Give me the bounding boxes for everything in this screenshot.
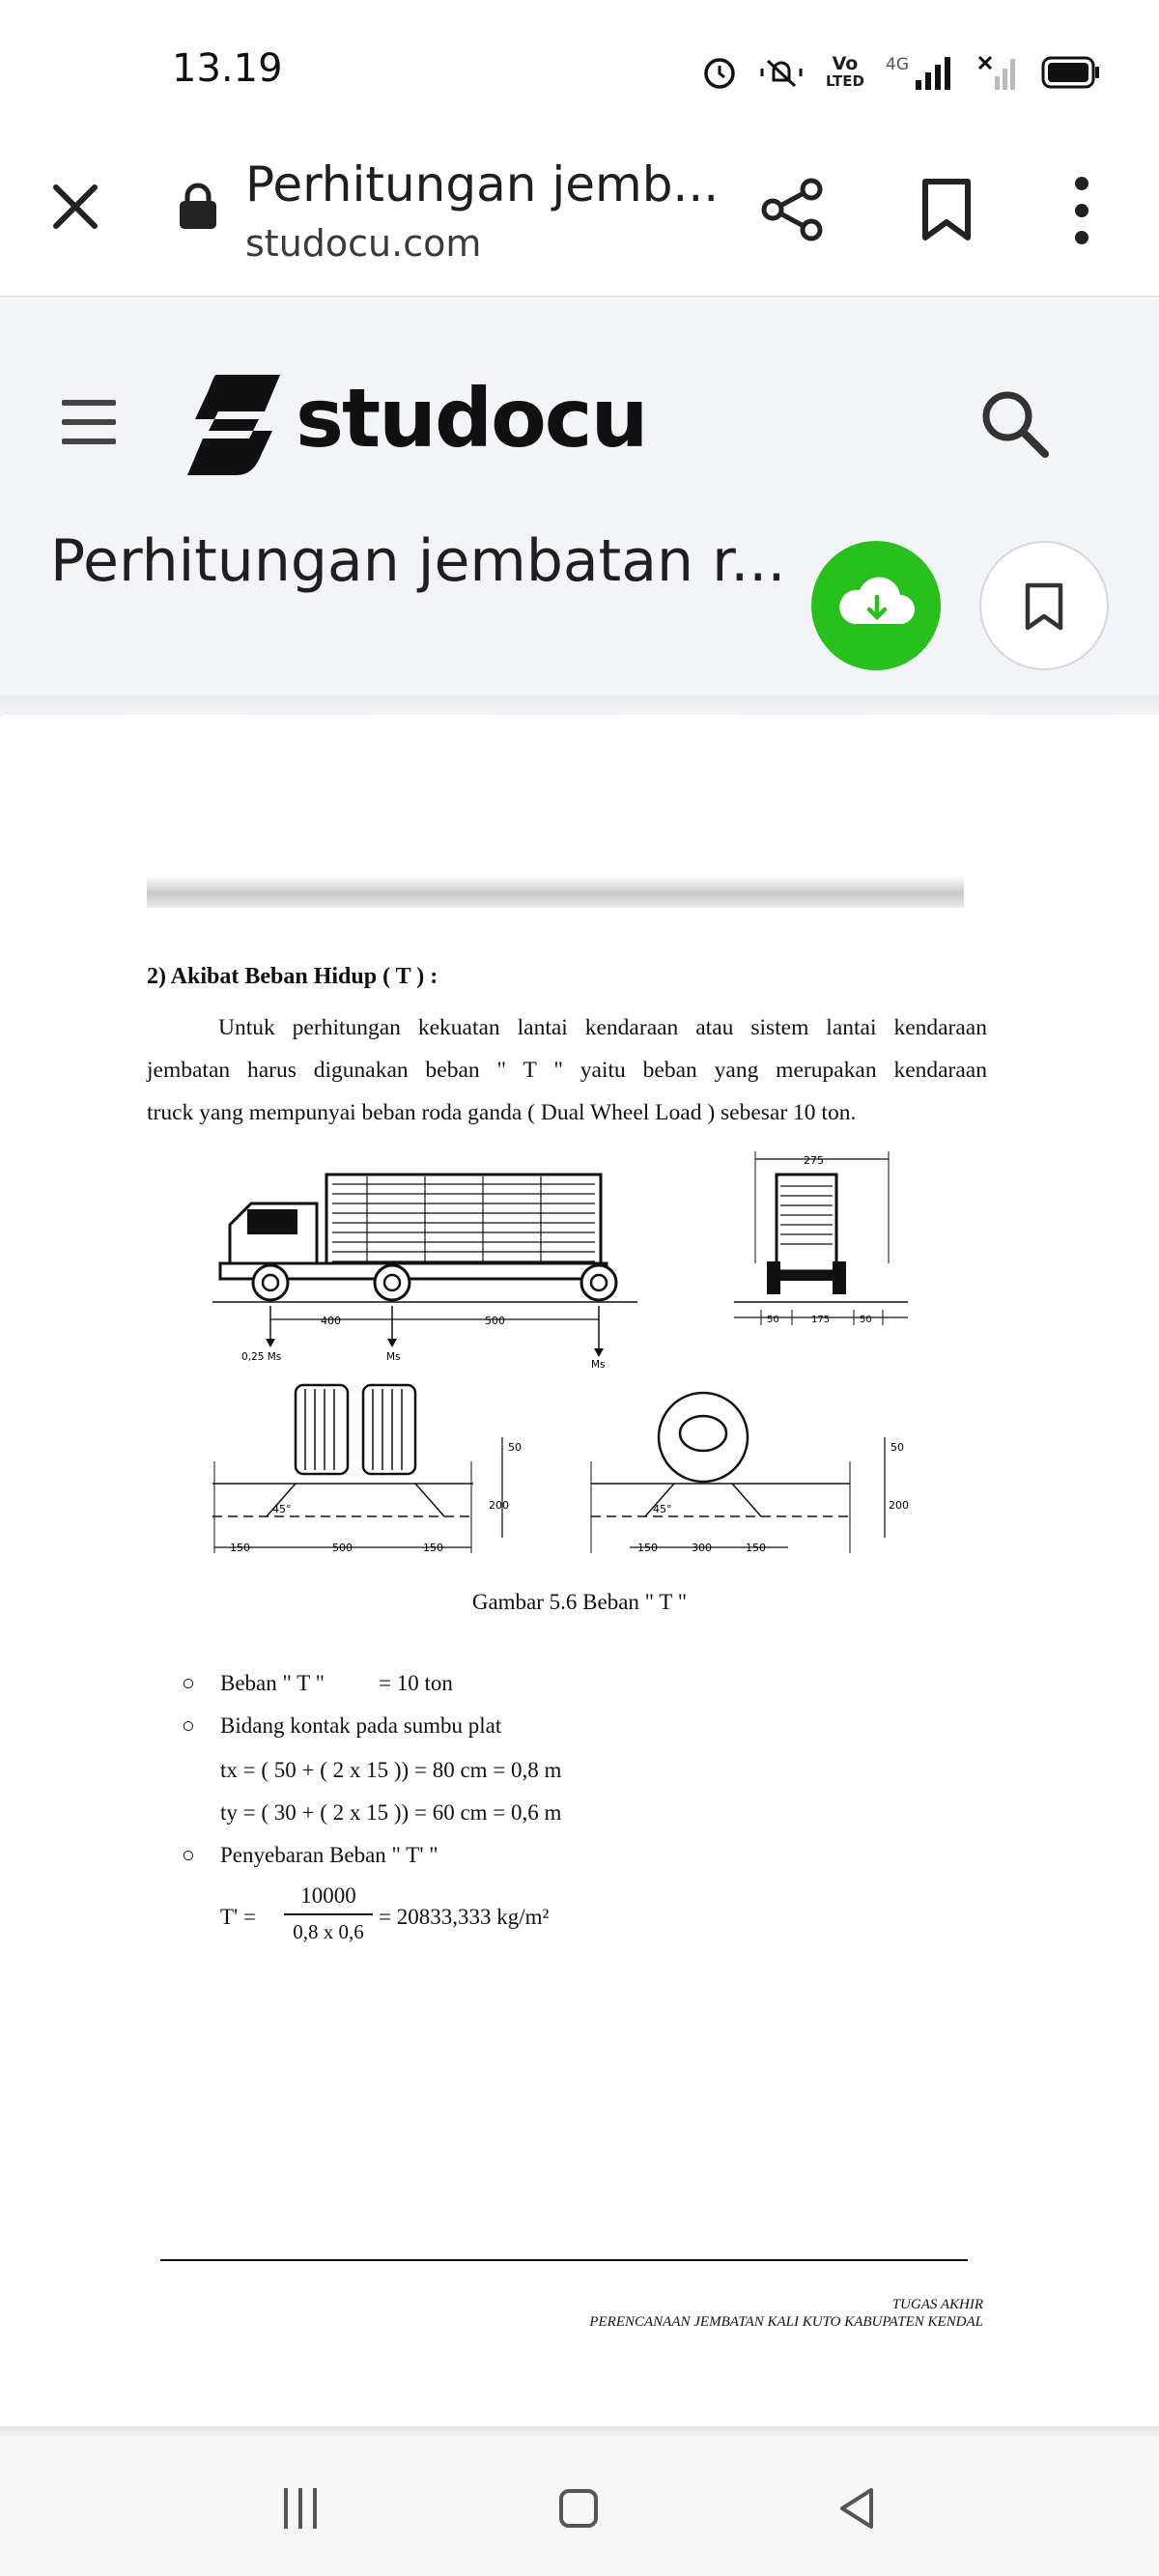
paragraph-line-1: Untuk perhitungan kekuatan lantai kendaraan atau sistem lantai kendaraan <box>218 1015 987 1040</box>
bullet-marker: ○ <box>182 1843 195 1867</box>
no-signal-icon <box>977 55 1020 90</box>
footer-rule <box>160 2259 968 2261</box>
signal-4g <box>886 55 956 90</box>
home-button[interactable] <box>545 2475 612 2542</box>
back-button[interactable] <box>823 2475 890 2542</box>
close-tab-button[interactable] <box>46 178 104 236</box>
thickness-label: 200 <box>489 1499 509 1512</box>
share-button[interactable] <box>759 176 827 243</box>
page-top-rule <box>147 875 964 908</box>
axle-load-label: Ms <box>591 1359 606 1371</box>
status-bar <box>0 0 1159 145</box>
paragraph-line-2: jembatan harus digunakan beban " T " yaitu beban yang merupakan kendaraan <box>147 1058 987 1083</box>
volte-sub-label: LTED <box>825 72 864 90</box>
studocu-logo-text[interactable]: studocu <box>296 371 647 466</box>
truck-rear-view <box>734 1151 908 1325</box>
formula-result: = 20833,333 kg/m² <box>379 1905 550 1929</box>
dim-label: 150 <box>423 1542 443 1554</box>
dim-label: 175 <box>811 1315 831 1325</box>
formula-denominator: 0,8 x 0,6 <box>293 1920 364 1943</box>
site-header <box>0 299 1159 695</box>
browser-toolbar <box>0 145 1159 297</box>
dim-label: 150 <box>230 1542 250 1554</box>
network-type-label: 4G <box>886 55 909 74</box>
axle-load-label: 0,25 Ms <box>241 1351 282 1363</box>
truck-load-figure <box>212 1147 947 1572</box>
dim-label: 500 <box>485 1315 505 1327</box>
bullet-label: Bidang kontak pada sumbu plat <box>220 1713 502 1738</box>
dual-wheel-detail <box>212 1385 522 1554</box>
ty-equation: ty = ( 30 + ( 2 x 15 )) = 60 cm = 0,6 m <box>220 1800 562 1825</box>
bullet-item-bidang <box>182 1713 501 1739</box>
section-heading: 2) Akibat Beban Hidup ( T ) : <box>147 964 438 989</box>
bullet-item-beban <box>182 1671 453 1696</box>
studocu-logo-icon[interactable] <box>180 371 288 477</box>
search-button[interactable] <box>975 384 1053 462</box>
wheel-side-detail <box>591 1393 909 1554</box>
dim-label: 50 <box>767 1315 779 1325</box>
bookmark-button[interactable] <box>919 178 974 241</box>
download-button[interactable] <box>811 541 941 670</box>
rear-width-label: 275 <box>804 1154 824 1167</box>
formula-lhs: T' = <box>220 1905 256 1929</box>
volte-indicator <box>826 55 864 90</box>
recent-apps-button[interactable] <box>267 2475 334 2542</box>
status-icons <box>702 48 1101 97</box>
angle-label: 45° <box>272 1503 292 1515</box>
url-text[interactable]: studocu.com <box>245 222 482 265</box>
bullet-label: Penyebaran Beban " T' " <box>220 1843 438 1867</box>
angle-label: 45° <box>653 1503 672 1515</box>
figure-caption: Gambar 5.6 Beban " T " <box>471 1590 688 1614</box>
status-time: 13.19 <box>172 46 283 91</box>
dim-label: 400 <box>321 1315 341 1327</box>
signal-icon <box>914 55 956 90</box>
system-nav-bar <box>0 2436 1159 2576</box>
bullet-label: Beban " T " <box>220 1671 325 1695</box>
bookmark-outline-icon <box>981 543 1107 668</box>
bullet-marker: ○ <box>182 1713 195 1738</box>
cloud-download-icon <box>811 541 941 670</box>
bullet-marker: ○ <box>182 1671 195 1695</box>
alarm-icon <box>702 55 737 90</box>
bullet-item-penyebaran <box>182 1843 438 1868</box>
paragraph-line-3: truck yang mempunyai beban roda ganda ( Dual Wheel Load ) sebesar 10 ton. <box>147 1100 857 1125</box>
intro-paragraph <box>147 1006 987 1134</box>
mute-bell-icon <box>758 55 805 90</box>
thickness-label: 200 <box>889 1499 909 1512</box>
axle-load-label: Ms <box>386 1351 401 1363</box>
dim-label: 500 <box>332 1542 353 1554</box>
footer-line-2: PERENCANAAN JEMBATAN KALI KUTO KABUPATEN KENDAL <box>589 2314 983 2330</box>
volte-label: Vo <box>832 53 859 74</box>
dim-label: 150 <box>637 1542 658 1554</box>
truck-side-view <box>212 1175 637 1371</box>
footer-line-1: TUGAS AKHIR <box>891 2297 983 2312</box>
lock-icon <box>178 182 218 230</box>
document-title: Perhitungan jembatan r... <box>50 527 786 595</box>
formula-numerator: 10000 <box>300 1883 356 1908</box>
paragraph-line <box>147 1006 987 1049</box>
bullet-value: = 10 ton <box>379 1671 453 1695</box>
more-options-button[interactable] <box>1062 174 1101 247</box>
dim-label: 150 <box>746 1542 766 1554</box>
battery-icon <box>1041 56 1101 89</box>
save-document-button[interactable] <box>979 541 1109 670</box>
hamburger-menu-button[interactable] <box>60 396 118 448</box>
thickness-label: 50 <box>508 1441 522 1454</box>
t-prime-formula <box>220 1883 607 1951</box>
fraction-bar <box>284 1913 373 1915</box>
dim-label: 300 <box>692 1542 712 1554</box>
tx-equation: tx = ( 50 + ( 2 x 15 )) = 80 cm = 0,8 m <box>220 1758 562 1782</box>
dim-label: 50 <box>860 1315 872 1325</box>
thickness-label: 50 <box>890 1441 904 1454</box>
tab-title: Perhitungan jemb... <box>245 156 720 212</box>
